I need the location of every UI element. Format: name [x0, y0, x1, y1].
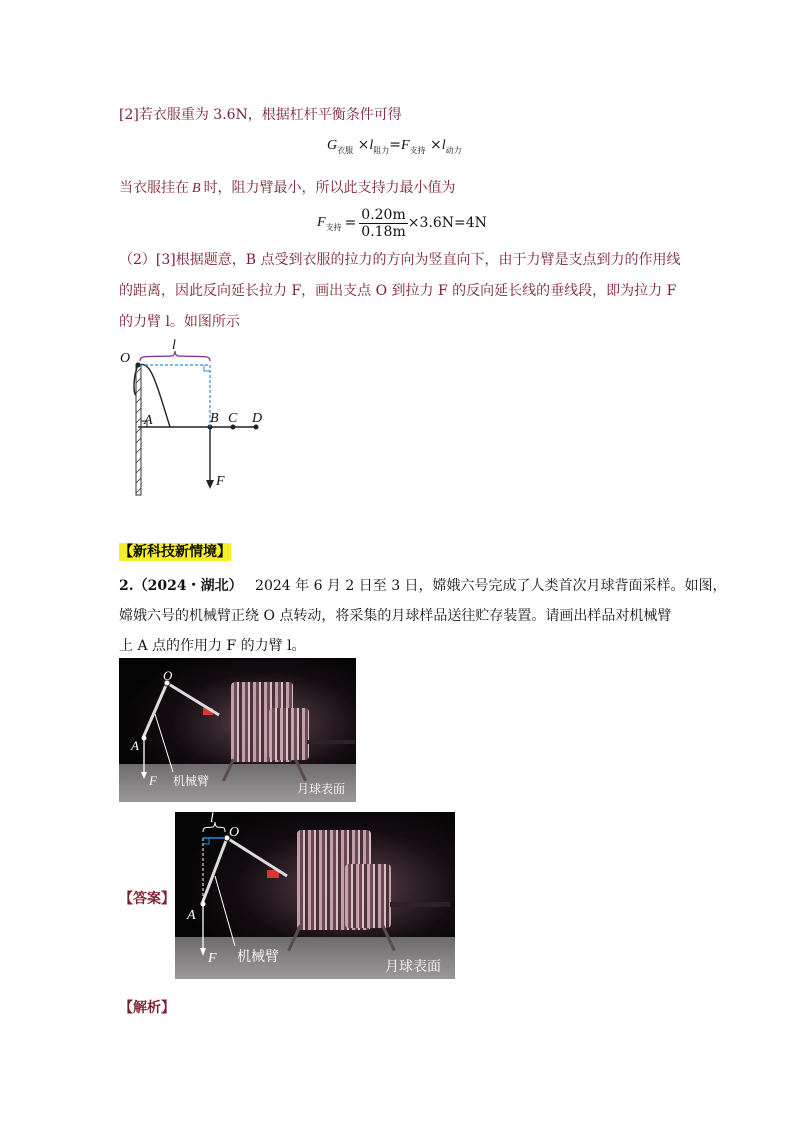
- chang-e6-answer-photo: [175, 812, 455, 979]
- label-F: F: [208, 951, 217, 966]
- wall-hatching: [136, 368, 141, 493]
- eq-operator: =: [389, 137, 401, 153]
- surface-label: 月球表面: [297, 782, 346, 796]
- equation-balance: [327, 137, 462, 154]
- arm-pointer-line: [215, 876, 235, 946]
- eq-subscript: 支持: [409, 146, 426, 155]
- right-angle-l: [204, 365, 210, 371]
- label-D: D: [252, 411, 263, 426]
- force-F-arrowhead: [141, 772, 147, 779]
- force-F-arrowhead: [200, 948, 206, 956]
- label-C: C: [228, 411, 238, 426]
- text-fragment: 时，阻力臂最小，所以此支持力最小值为: [203, 180, 456, 196]
- label-O: O: [163, 668, 173, 683]
- label-F: F: [216, 474, 225, 489]
- eq-symbol: l: [441, 138, 446, 153]
- eq-operator: ×: [429, 137, 442, 153]
- arm-label: 机械臂: [237, 949, 279, 965]
- chang-e6-photo: [119, 658, 356, 802]
- arm-segment-upper: [167, 683, 219, 715]
- photo2-annotations: [175, 812, 455, 979]
- eq-symbol: G: [327, 138, 338, 153]
- arm-pointer-line: [155, 714, 173, 772]
- label-B: B: [210, 411, 219, 426]
- arm-segment-upper: [227, 838, 287, 876]
- eq-symbol: l: [369, 138, 374, 153]
- eq-result: ×3.6N=4N: [407, 215, 487, 231]
- question-text: 2024 年 6 月 2 日至 3 日，嫦娥六号完成了人类首次月球背面采样。如图，: [255, 578, 727, 594]
- eq-symbol: F: [317, 215, 326, 230]
- eq-denominator: 0.18m: [361, 223, 406, 240]
- pivot-O: [136, 363, 141, 368]
- lever-diagram: [110, 335, 280, 500]
- eq-subscript: 支持: [325, 222, 342, 232]
- label-A: A: [187, 908, 196, 923]
- text-line-2: [119, 177, 456, 197]
- question-2-line-2: 嫦娥六号的机械臂正绕 O 点转动，将采集的月球样品送往贮存装置。请画出样品对机械臂: [119, 608, 672, 624]
- eq-operator: ×: [357, 137, 370, 153]
- question-2-line-3: 上 A 点的作用力 F 的力臂 l。: [119, 638, 306, 654]
- eq-symbol: F: [400, 138, 410, 153]
- label-A: A: [144, 413, 153, 428]
- surface-label: 月球表面: [385, 959, 441, 975]
- text-line-3: （2）[3]根据题意，B 点受到衣服的拉力的方向为竖直向下，由于力臂是支点到力的作用线: [119, 252, 681, 268]
- label-l: l: [172, 338, 176, 353]
- label-O: O: [229, 825, 240, 840]
- text-line-5: 的力臂 l。如图所示: [119, 314, 240, 330]
- answer-tag: 【答案】: [119, 891, 175, 907]
- label-F: F: [149, 773, 157, 788]
- question-number: 2.（2024・湖北）: [119, 578, 243, 594]
- eq-fraction: [359, 207, 407, 240]
- support-rod: [138, 364, 170, 427]
- eq-subscript: 衣服: [337, 146, 354, 155]
- equation-min-force: [317, 205, 487, 241]
- arm-segment-lower: [143, 683, 167, 738]
- section-tag: [119, 541, 231, 561]
- brace-l: [203, 822, 225, 832]
- force-F-arrowhead: [206, 480, 214, 489]
- arm-segment-lower: [202, 838, 227, 904]
- eq-numerator: 0.20m: [361, 206, 406, 223]
- right-angle-l: [203, 838, 209, 844]
- label-A: A: [131, 738, 139, 753]
- question-2-line-1: [119, 575, 727, 595]
- text-line-1: [2]若衣服重为 3.6N，根据杠杆平衡条件可得: [119, 107, 402, 123]
- label-O: O: [120, 351, 131, 366]
- text-symbol-B: B: [192, 181, 201, 196]
- label-l: l: [210, 812, 214, 826]
- eq-subscript: 动力: [445, 146, 462, 155]
- arm-label: 机械臂: [173, 774, 210, 788]
- point-A: [142, 736, 147, 741]
- text-line-4: 的距离，因此反向延长拉力 F，画出支点 O 到拉力 F 的反向延长线的垂线段，即为拉力 F: [119, 283, 677, 299]
- analysis-tag: 【解析】: [119, 1000, 175, 1016]
- eq-operator: =: [344, 215, 357, 231]
- section-tag-label: 【新科技新情境】: [119, 544, 231, 560]
- eq-subscript: 阻力: [373, 146, 390, 155]
- text-fragment: 当衣服挂在: [119, 180, 189, 196]
